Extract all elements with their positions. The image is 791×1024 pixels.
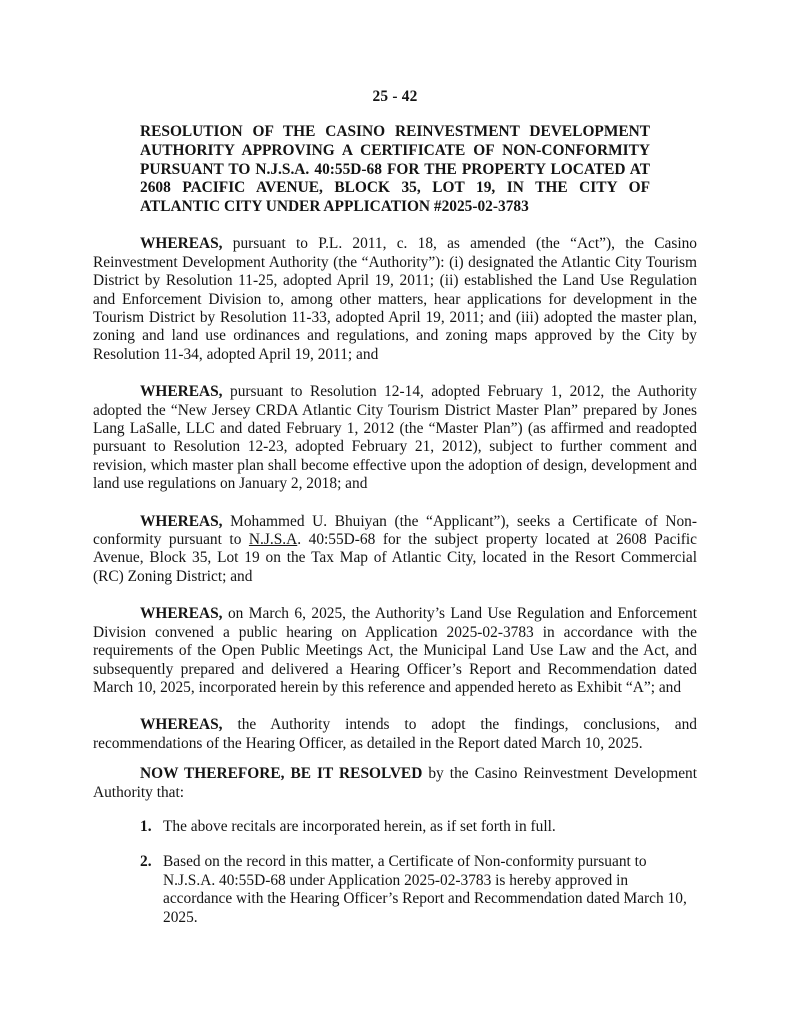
document-content [93,88,697,927]
paragraph-text: Mohammed U. Bhuiyan (the “Applicant”), seeks a Certificate of Non-conformity pursuant to [93,512,697,549]
list-item-text: Based on the record in this matter, a Certificate of Non-conformity pursuant to N.J.S.A. 40:55D-68 under Application 2025-02-3783 is hereby approved in accordance with the Hearing Officer’s Report and Recommendation dated March 10, 2025. [163,853,687,926]
list-item-2 [140,853,697,927]
whereas-lead: WHEREAS, [140,716,223,734]
resolved-paragraph [93,765,697,802]
paragraph-text: the Authority intends to adopt the findings, conclusions, and recommendations of the Hearing Officer, as detailed in the Report dated March 10, 2025. [93,716,697,752]
paragraph-text: by the Casino Reinvestment Development Authority that: [93,765,698,801]
paragraph-text: pursuant to P.L. 2011, c. 18, as amended (the “Act”), the Casino Reinvestment Development Authority (the “Authority”): (i) designated the Atlantic City Tourism District by Resolution 11-25, adopted April 19, 2011; (ii) established the Land Use Regulation and Enforcement Division to, among other matters, hear applications for development in the Tourism District by Resolution 11-33, adopted April 19, 2011; and (iii) adopted the master plan, zoning and land use ordinances and regulations, and zoning maps approved by the City by Resolution 11-34, adopted April 19, 2011; and [93,235,697,363]
paragraph-text: . 40:55D-68 for the subject property located at 2608 Pacific Avenue, Block 35, Lot 19 on the Tax Map of Atlantic City, located in the Resort Commercial (RC) Zoning District; and [93,531,697,585]
paragraph-text: on March 6, 2025, the Authority’s Land Use Regulation and Enforcement Division convened a public hearing on Application 2025-02-3783 in accordance with the requirements of the Open Public Meetings Act, the Municipal Land Use Law and the Act, and subsequently prepared and delivered a Hearing Officer’s Report and Recommendation dated March 10, 2025, incorporated herein by this reference and appended hereto as Exhibit “A”; and [93,605,697,696]
list-item-number: 1. [140,817,152,835]
list-item-text: The above recitals are incorporated herein, as if set forth in full. [163,817,556,835]
whereas-lead: WHEREAS, [140,605,223,623]
paragraph-text: pursuant to Resolution 12-14, adopted February 1, 2012, the Authority adopted the “New Jersey CRDA Atlantic City Tourism District Master Plan” prepared by Jones Lang LaSalle, LLC and dated February 1, 2012 (the “Master Plan”) (as affirmed and readopted pursuant to Resolution 12-23, adopted February 21, 2012), subject to further comment and revision, which master plan shall become effective upon the adoption of design, development and land use regulations on January 2, 2018; and [93,383,697,493]
whereas-lead: WHEREAS, [140,235,223,253]
whereas-lead: WHEREAS, [140,512,223,530]
whereas-paragraph-5 [93,716,697,753]
statute-citation: N.J.S.A [248,531,298,549]
whereas-paragraph-2 [93,383,697,493]
resolution-title: RESOLUTION OF THE CASINO REINVESTMENT DEVELOPMENT AUTHORITY APPROVING A CERTIFICATE OF NON-CONFORMITY PURSUANT TO N.J.S.A. 40:55D-68 FOR THE PROPERTY LOCATED AT 2608 PACIFIC AVENUE, BLOCK 35, LOT 19, IN THE CITY OF ATLANTIC CITY UNDER APPLICATION #2025-02-3783 [140,123,650,215]
whereas-lead: WHEREAS, [140,383,223,401]
resolution-list [93,818,697,927]
whereas-paragraph-1 [93,235,697,364]
list-item-1 [140,818,697,836]
list-item-number: 2. [140,853,152,871]
resolved-lead: NOW THEREFORE, BE IT RESOLVED [140,765,423,783]
whereas-paragraph-3 [93,513,697,587]
whereas-paragraph-4 [93,605,697,697]
page-number: 25 - 42 [372,88,418,105]
